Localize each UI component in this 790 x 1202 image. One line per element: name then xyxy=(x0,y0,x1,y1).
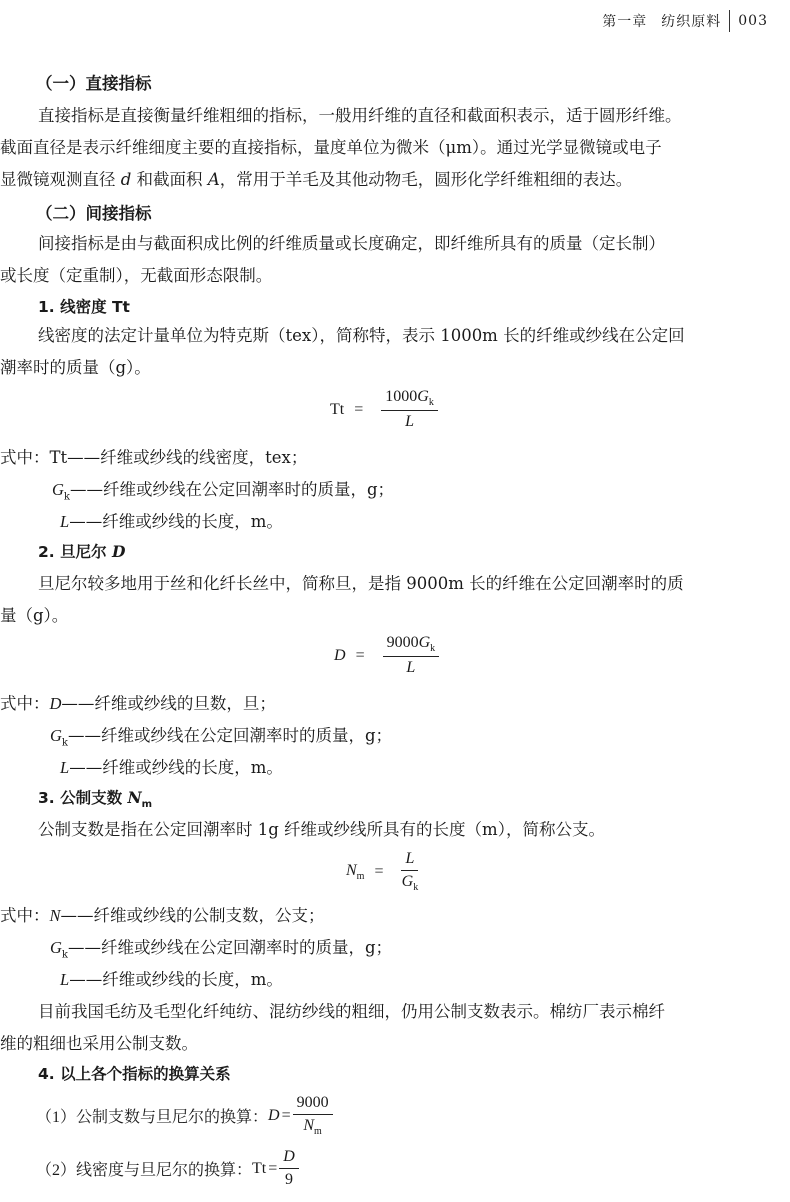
running-header xyxy=(602,10,768,32)
equals-sign: = xyxy=(374,862,384,880)
equals-sign: = xyxy=(281,1106,291,1124)
text: Tt——纤维或纱线的线密度，tex； xyxy=(49,448,308,467)
text: N xyxy=(303,1117,315,1134)
text: L xyxy=(60,512,70,531)
numerator: L xyxy=(401,850,418,871)
fraction xyxy=(293,1094,333,1137)
formula-lhs: Tt xyxy=(330,400,345,418)
tt-para-line2: 潮率时的质量（g）。 xyxy=(0,358,151,377)
var-A: A xyxy=(207,170,220,189)
text: 4. xyxy=(38,1065,61,1083)
denier-where-line3 xyxy=(60,754,283,778)
metric-where-line3 xyxy=(60,966,283,990)
indirect-para-line2: 或长度（定重制），无截面形态限制。 xyxy=(0,266,273,285)
denier-para-line1: 旦尼尔较多地用于丝和化纤长丝中，简称旦，是指 9000m 长的纤维在公定回潮率时的质 xyxy=(38,574,684,593)
text: ——纤维或纱线在公定回潮率时的质量，g； xyxy=(67,726,393,745)
text: G xyxy=(401,873,414,890)
text: L xyxy=(60,758,70,777)
text: ——纤维或纱线的长度，m。 xyxy=(69,758,283,777)
text: 和截面积 xyxy=(131,170,208,189)
denier-where-line1 xyxy=(0,690,276,714)
text: 式中： xyxy=(0,694,50,713)
text: 显微镜观测直径 xyxy=(0,170,121,189)
numerator: 9000 xyxy=(293,1094,333,1115)
formula-lhs xyxy=(346,862,364,882)
text: G xyxy=(52,480,64,499)
text: 公制支数 xyxy=(60,789,128,807)
fraction xyxy=(383,634,440,677)
text: D xyxy=(111,542,126,561)
text: 2. xyxy=(38,543,61,561)
numerator: D xyxy=(279,1148,299,1169)
formula-metric-count xyxy=(346,850,418,893)
subheading-denier xyxy=(38,540,125,562)
equals-sign: = xyxy=(268,1159,278,1177)
equals-sign: = xyxy=(355,646,365,664)
text: ——纤维或纱线在公定回潮率时的质量，g； xyxy=(69,480,395,499)
text: G xyxy=(50,726,62,745)
section-heading-indirect: （二）间接指标 xyxy=(36,204,152,223)
denominator: L xyxy=(406,659,416,677)
conversion-2 xyxy=(36,1148,299,1189)
tt-where-line1 xyxy=(0,444,307,468)
text: N xyxy=(127,788,142,807)
tt-para-line1: 线密度的法定计量单位为特克斯（tex），简称特，表示 1000m 长的纤维或纱线在公定回 xyxy=(38,326,685,345)
metric-note-line2: 维的粗细也采用公制支数。 xyxy=(0,1034,198,1053)
text: 1. xyxy=(38,298,61,316)
text: m xyxy=(314,1126,322,1138)
numerator xyxy=(381,388,438,411)
page-number: 003 xyxy=(738,13,768,29)
text: ，常用于羊毛及其他动物毛，圆形化学纤维粗细的表达。 xyxy=(219,170,633,189)
text: 9000 xyxy=(386,634,419,651)
text: 3. xyxy=(38,789,61,807)
text: 式中： xyxy=(0,906,50,925)
text: k xyxy=(430,643,436,655)
direct-para-line1: 直接指标是直接衡量纤维粗细的指标，一般用纤维的直径和截面积表示，适于圆形纤维。 xyxy=(38,106,682,125)
text: D xyxy=(49,694,62,713)
text: ——纤维或纱线的长度，m。 xyxy=(69,970,283,989)
denominator: 9 xyxy=(285,1171,294,1188)
indirect-para-line1: 间接指标是由与截面积成比例的纤维质量或长度确定，即纤维所具有的质量（定长制） xyxy=(38,234,665,253)
fraction xyxy=(381,388,438,431)
var-d: d xyxy=(120,170,132,189)
header-divider xyxy=(729,10,730,32)
metric-count-para: 公制支数是指在公定回潮率时 1g 纤维或纱线所具有的长度（m），简称公支。 xyxy=(38,820,605,839)
text: N xyxy=(49,906,61,925)
chapter-label: 第一章 xyxy=(602,14,648,30)
formula-lhs: D xyxy=(268,1106,280,1124)
text: k xyxy=(61,949,68,961)
text: 线密度 Tt xyxy=(60,298,130,316)
denominator: L xyxy=(405,413,414,431)
text: ——纤维或纱线的旦数，旦； xyxy=(61,694,276,713)
conversion-label: （2）线密度与旦尼尔的换算： xyxy=(36,1162,253,1179)
subheading-conversions xyxy=(38,1062,231,1084)
text: k xyxy=(63,491,70,503)
text: ——纤维或纱线在公定回潮率时的质量，g； xyxy=(67,938,393,957)
chapter-title: 纺织原料 xyxy=(661,14,722,30)
formula-denier xyxy=(334,634,439,677)
numerator xyxy=(383,634,440,657)
conversion-label: （1）公制支数与旦尼尔的换算： xyxy=(36,1109,269,1127)
text: G xyxy=(417,388,429,405)
text: G xyxy=(418,634,431,651)
formula-lhs: Tt xyxy=(252,1159,267,1177)
direct-para-line2: 截面直径是表示纤维细度主要的直接指标，量度单位为微米（μm）。通过光学显微镜或电子 xyxy=(0,138,662,157)
fraction xyxy=(401,850,418,893)
subheading-tt xyxy=(38,295,130,317)
tt-where-line3 xyxy=(60,508,283,532)
formula-lhs: D xyxy=(334,646,346,664)
text: 式中： xyxy=(0,448,50,467)
text: m xyxy=(356,870,365,882)
text: L xyxy=(60,970,70,989)
text: G xyxy=(50,938,62,957)
direct-para-line3 xyxy=(0,164,772,196)
text: 旦尼尔 xyxy=(60,543,112,561)
equals-sign: = xyxy=(354,400,364,418)
denominator xyxy=(303,1115,321,1137)
subheading-metric-count xyxy=(38,786,152,810)
tt-where-line2 xyxy=(52,476,394,502)
denominator xyxy=(402,871,419,893)
metric-where-line1 xyxy=(0,902,325,926)
denier-where-line2 xyxy=(50,722,392,748)
text: ——纤维或纱线的长度，m。 xyxy=(69,512,283,531)
denier-para-line2: 量（g）。 xyxy=(0,606,69,625)
text: 1000 xyxy=(385,388,418,405)
text: k xyxy=(61,737,68,749)
text: 以上各个指标的换算关系 xyxy=(60,1065,231,1083)
text: k xyxy=(413,882,419,894)
metric-note-line1: 目前我国毛纺及毛型化纤纯纺、混纺纱线的粗细，仍用公制支数表示。棉纺厂表示棉纤 xyxy=(38,1002,665,1021)
text: m xyxy=(141,799,153,811)
metric-where-line2 xyxy=(50,934,392,960)
fraction xyxy=(279,1148,299,1189)
text: k xyxy=(428,397,434,409)
conversion-1 xyxy=(36,1094,333,1137)
text: N xyxy=(346,861,357,879)
formula-tt xyxy=(330,388,438,431)
text: ——纤维或纱线的公制支数，公支； xyxy=(60,906,325,925)
section-heading-direct: （一）直接指标 xyxy=(36,74,152,93)
